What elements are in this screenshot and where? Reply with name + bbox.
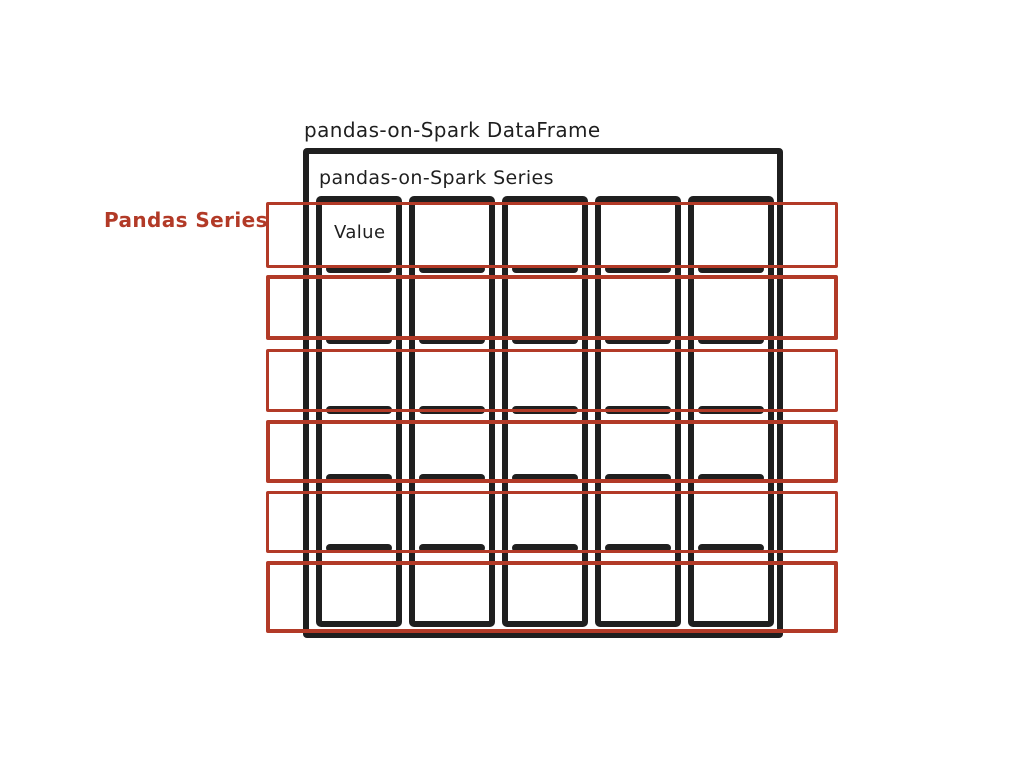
- pandas-series-row: [266, 561, 838, 633]
- dataframe-title: pandas-on-Spark DataFrame: [304, 118, 601, 142]
- spark-series-label: pandas-on-Spark Series: [319, 167, 554, 189]
- pandas-series-row: [266, 349, 838, 412]
- pandas-series-row: [266, 420, 838, 483]
- value-label: Value: [334, 222, 386, 243]
- pandas-series-label: Pandas Series: [104, 208, 268, 232]
- pandas-series-row: [266, 275, 838, 340]
- pandas-series-row: [266, 491, 838, 553]
